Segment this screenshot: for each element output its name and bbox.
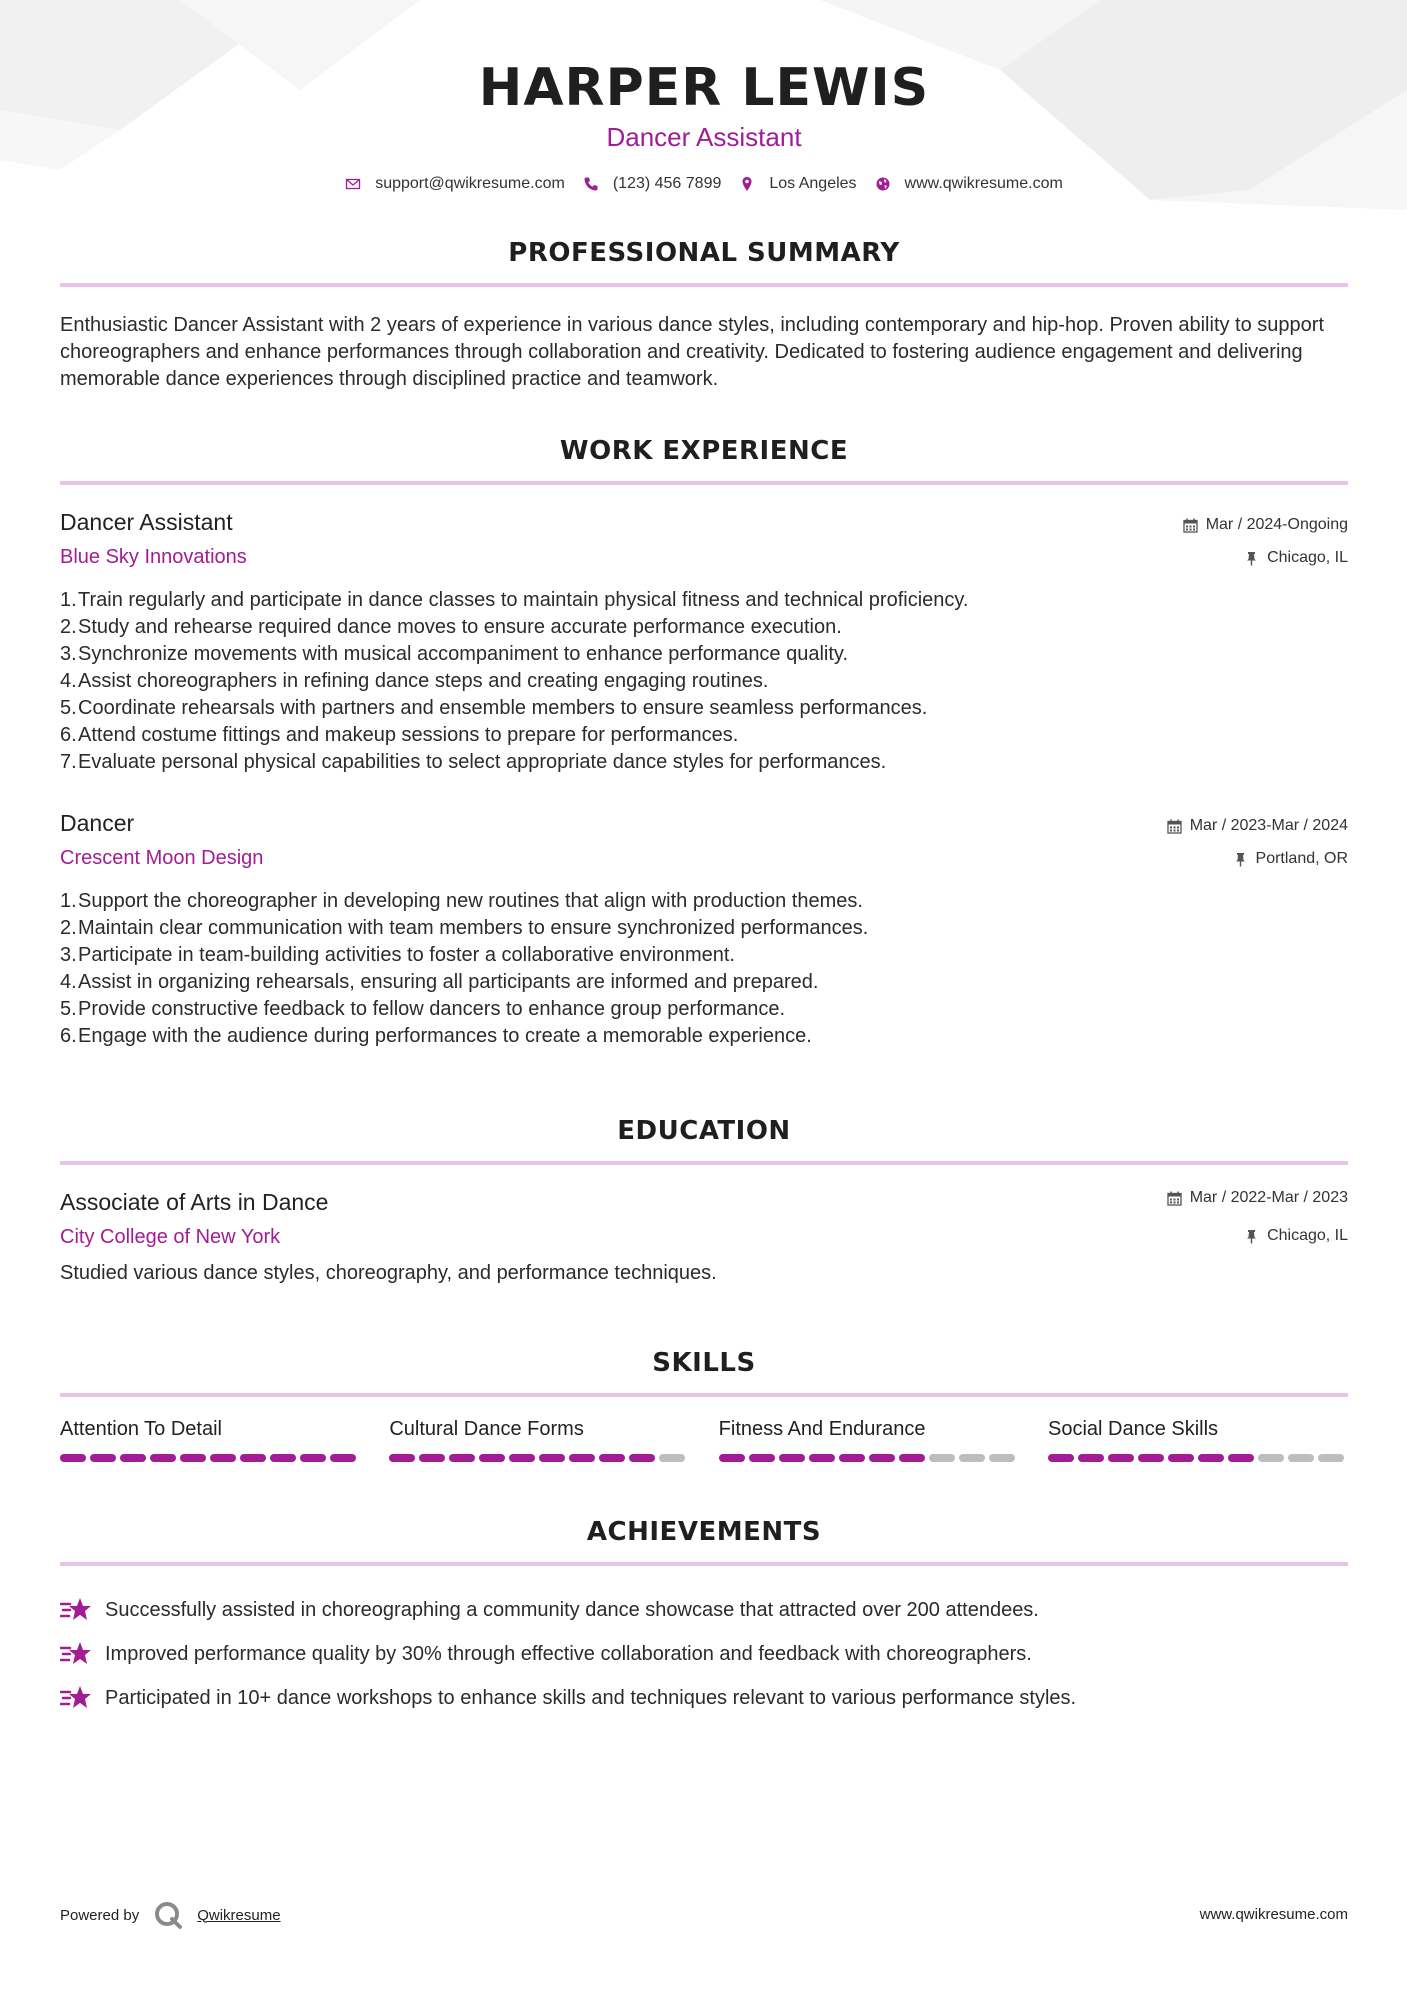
phone-text: (123) 456 7899	[612, 175, 722, 192]
education-school: City College of New York	[60, 1226, 281, 1248]
skill-segment-empty	[989, 1454, 1015, 1462]
skill-name: Fitness And Endurance	[718, 1418, 926, 1440]
skill-segment-filled	[749, 1454, 775, 1462]
skill-segment-filled	[180, 1454, 206, 1462]
job-location-text: Chicago, IL	[1267, 549, 1348, 566]
skill-segment-filled	[300, 1454, 326, 1462]
contact-phone[interactable]	[583, 175, 722, 193]
footer-branding	[60, 1900, 281, 1930]
shooting-star-icon	[60, 1595, 92, 1625]
skill-segment-filled	[1138, 1454, 1164, 1462]
skill-segment-filled	[839, 1454, 865, 1462]
skill-segment-filled	[419, 1454, 445, 1462]
skill-segment-filled	[1198, 1454, 1224, 1462]
skill-segment-filled	[210, 1454, 236, 1462]
education-location	[1244, 1227, 1348, 1245]
skill-segment-filled	[150, 1454, 176, 1462]
shooting-star-icon	[60, 1683, 92, 1713]
skill-segment-filled	[389, 1454, 415, 1462]
skill-segment-filled	[719, 1454, 745, 1462]
job-dates-text: Mar / 2023-Mar / 2024	[1189, 817, 1348, 834]
map-pin-icon	[739, 176, 755, 192]
list-item: 4. Assist choreographers in refining dance steps and creating engaging routines.	[60, 670, 769, 692]
skill-segment-filled	[539, 1454, 565, 1462]
footer-website[interactable]: www.qwikresume.com	[1199, 1906, 1348, 1923]
job-location	[1244, 549, 1348, 567]
location-text: Los Angeles	[769, 175, 857, 192]
skill-item	[719, 1418, 1019, 1462]
list-item: 3. Participate in team-building activities to foster a collaborative environment.	[60, 944, 735, 966]
list-item: 4. Assist in organizing rehearsals, ensuring all participants are informed and prepared.	[60, 971, 819, 993]
website-text: www.qwikresume.com	[904, 175, 1063, 192]
achievement-text: Participated in 10+ dance workshops to enhance skills and techniques relevant to various performance styles.	[105, 1686, 1077, 1709]
qwikresume-link[interactable]: Qwikresume	[197, 1906, 281, 1924]
list-item: 6. Attend costume fittings and makeup sessions to prepare for performances.	[60, 724, 739, 746]
education-dates-text: Mar / 2022-Mar / 2023	[1189, 1189, 1348, 1206]
phone-icon	[583, 176, 599, 192]
contact-bar	[60, 175, 1348, 193]
list-item	[60, 1588, 1348, 1632]
skill-segment-filled	[1048, 1454, 1074, 1462]
achievements-heading: ACHIEVEMENTS	[586, 1517, 822, 1547]
education-location-text: Chicago, IL	[1267, 1227, 1348, 1244]
skill-level-bar	[1048, 1454, 1348, 1462]
list-item: 3. Synchronize movements with musical accompaniment to enhance performance quality.	[60, 643, 848, 665]
job-responsibilities	[60, 888, 1348, 1050]
shooting-star-icon	[60, 1639, 92, 1669]
experience-heading: WORK EXPERIENCE	[559, 436, 849, 466]
skill-segment-empty	[1288, 1454, 1314, 1462]
experience-divider	[60, 481, 1348, 485]
pushpin-icon	[1244, 551, 1259, 566]
skills-grid	[60, 1418, 1348, 1462]
skill-segment-empty	[959, 1454, 985, 1462]
job-location	[1233, 850, 1348, 868]
contact-location	[739, 175, 856, 193]
pushpin-icon	[1244, 1229, 1259, 1244]
education-description: Studied various dance styles, choreography, and performance techniques.	[60, 1262, 717, 1284]
skill-segment-filled	[120, 1454, 146, 1462]
skill-segment-filled	[1168, 1454, 1194, 1462]
skill-segment-filled	[899, 1454, 925, 1462]
skill-segment-filled	[90, 1454, 116, 1462]
calendar-icon	[1183, 518, 1198, 533]
list-item	[60, 1632, 1348, 1676]
skill-segment-filled	[240, 1454, 266, 1462]
skill-name: Cultural Dance Forms	[389, 1418, 584, 1440]
skill-segment-empty	[929, 1454, 955, 1462]
skill-segment-filled	[599, 1454, 625, 1462]
calendar-icon	[1167, 1191, 1182, 1206]
contact-website[interactable]	[875, 175, 1063, 193]
skill-name: Attention To Detail	[60, 1418, 222, 1440]
list-item: 2. Maintain clear communication with team members to ensure synchronized performances.	[60, 917, 869, 939]
skill-segment-filled	[449, 1454, 475, 1462]
skill-segment-filled	[330, 1454, 356, 1462]
education-degree: Associate of Arts in Dance	[60, 1189, 329, 1215]
skill-segment-filled	[1228, 1454, 1254, 1462]
summary-heading: PROFESSIONAL SUMMARY	[508, 238, 900, 268]
skills-heading: SKILLS	[652, 1348, 756, 1378]
list-item: 7. Evaluate personal physical capabilities to select appropriate dance styles for performances.	[60, 751, 887, 773]
skill-level-bar	[389, 1454, 689, 1462]
skill-segment-empty	[1258, 1454, 1284, 1462]
skill-segment-filled	[629, 1454, 655, 1462]
candidate-title: Dancer Assistant	[606, 122, 802, 152]
list-item: 2. Study and rehearse required dance moves to ensure accurate performance execution.	[60, 616, 842, 638]
qwikresume-logo-icon	[153, 1900, 183, 1930]
skill-segment-filled	[809, 1454, 835, 1462]
achievements-list	[60, 1588, 1348, 1720]
education-divider	[60, 1161, 1348, 1165]
skill-segment-filled	[779, 1454, 805, 1462]
education-dates	[1167, 1189, 1348, 1207]
powered-by-label: Powered by	[60, 1906, 140, 1924]
skill-segment-filled	[479, 1454, 505, 1462]
job-dates	[1183, 516, 1348, 534]
summary-divider	[60, 283, 1348, 287]
skill-item	[389, 1418, 689, 1462]
contact-email[interactable]	[345, 175, 565, 193]
skill-item	[1048, 1418, 1348, 1462]
achievement-text: Improved performance quality by 30% through effective collaboration and feedback with choreographers.	[105, 1642, 1032, 1665]
globe-icon	[875, 176, 891, 192]
job-company: Crescent Moon Design	[60, 847, 264, 869]
job-dates	[1167, 817, 1348, 835]
summary-text: Enthusiastic Dancer Assistant with 2 years of experience in various dance styles, including contemporary and hip-hop. Proven ability to support choreographers and enhance performances through collaboration and creativity. Dedicated to fostering audience engagement and delivering memorable dance experiences through disciplined practice and teamwork.	[60, 314, 1325, 390]
skill-segment-empty	[659, 1454, 685, 1462]
job-title: Dancer	[60, 810, 135, 836]
pushpin-icon	[1233, 852, 1248, 867]
email-text: support@qwikresume.com	[375, 175, 565, 192]
skill-level-bar	[60, 1454, 360, 1462]
envelope-icon	[345, 176, 361, 192]
list-item: 5. Provide constructive feedback to fellow dancers to enhance group performance.	[60, 998, 786, 1020]
job-title: Dancer Assistant	[60, 509, 233, 535]
job-responsibilities	[60, 587, 1348, 776]
skill-segment-filled	[270, 1454, 296, 1462]
list-item	[60, 1676, 1348, 1720]
job-dates-text: Mar / 2024-Ongoing	[1205, 516, 1348, 533]
skills-divider	[60, 1393, 1348, 1397]
list-item: 1. Support the choreographer in developing new routines that align with production themes.	[60, 890, 863, 912]
skill-name: Social Dance Skills	[1047, 1418, 1219, 1440]
education-heading: EDUCATION	[617, 1116, 791, 1146]
skill-item	[60, 1418, 360, 1462]
skill-segment-filled	[569, 1454, 595, 1462]
list-item: 1. Train regularly and participate in dance classes to maintain physical fitness and technical proficiency.	[60, 589, 969, 611]
achievement-text: Successfully assisted in choreographing a community dance showcase that attracted over 200 attendees.	[105, 1598, 1039, 1621]
skill-segment-filled	[60, 1454, 86, 1462]
skill-segment-filled	[869, 1454, 895, 1462]
calendar-icon	[1167, 819, 1182, 834]
candidate-name: HARPER LEWIS	[478, 58, 930, 118]
job-company: Blue Sky Innovations	[60, 546, 247, 568]
skill-segment-filled	[509, 1454, 535, 1462]
skill-segment-empty	[1318, 1454, 1344, 1462]
skill-segment-filled	[1078, 1454, 1104, 1462]
list-item: 6. Engage with the audience during performances to create a memorable experience.	[60, 1025, 812, 1047]
skill-level-bar	[719, 1454, 1019, 1462]
list-item: 5. Coordinate rehearsals with partners and ensemble members to ensure seamless performances.	[60, 697, 928, 719]
achievements-divider	[60, 1562, 1348, 1566]
skill-segment-filled	[1108, 1454, 1134, 1462]
job-location-text: Portland, OR	[1255, 850, 1348, 867]
